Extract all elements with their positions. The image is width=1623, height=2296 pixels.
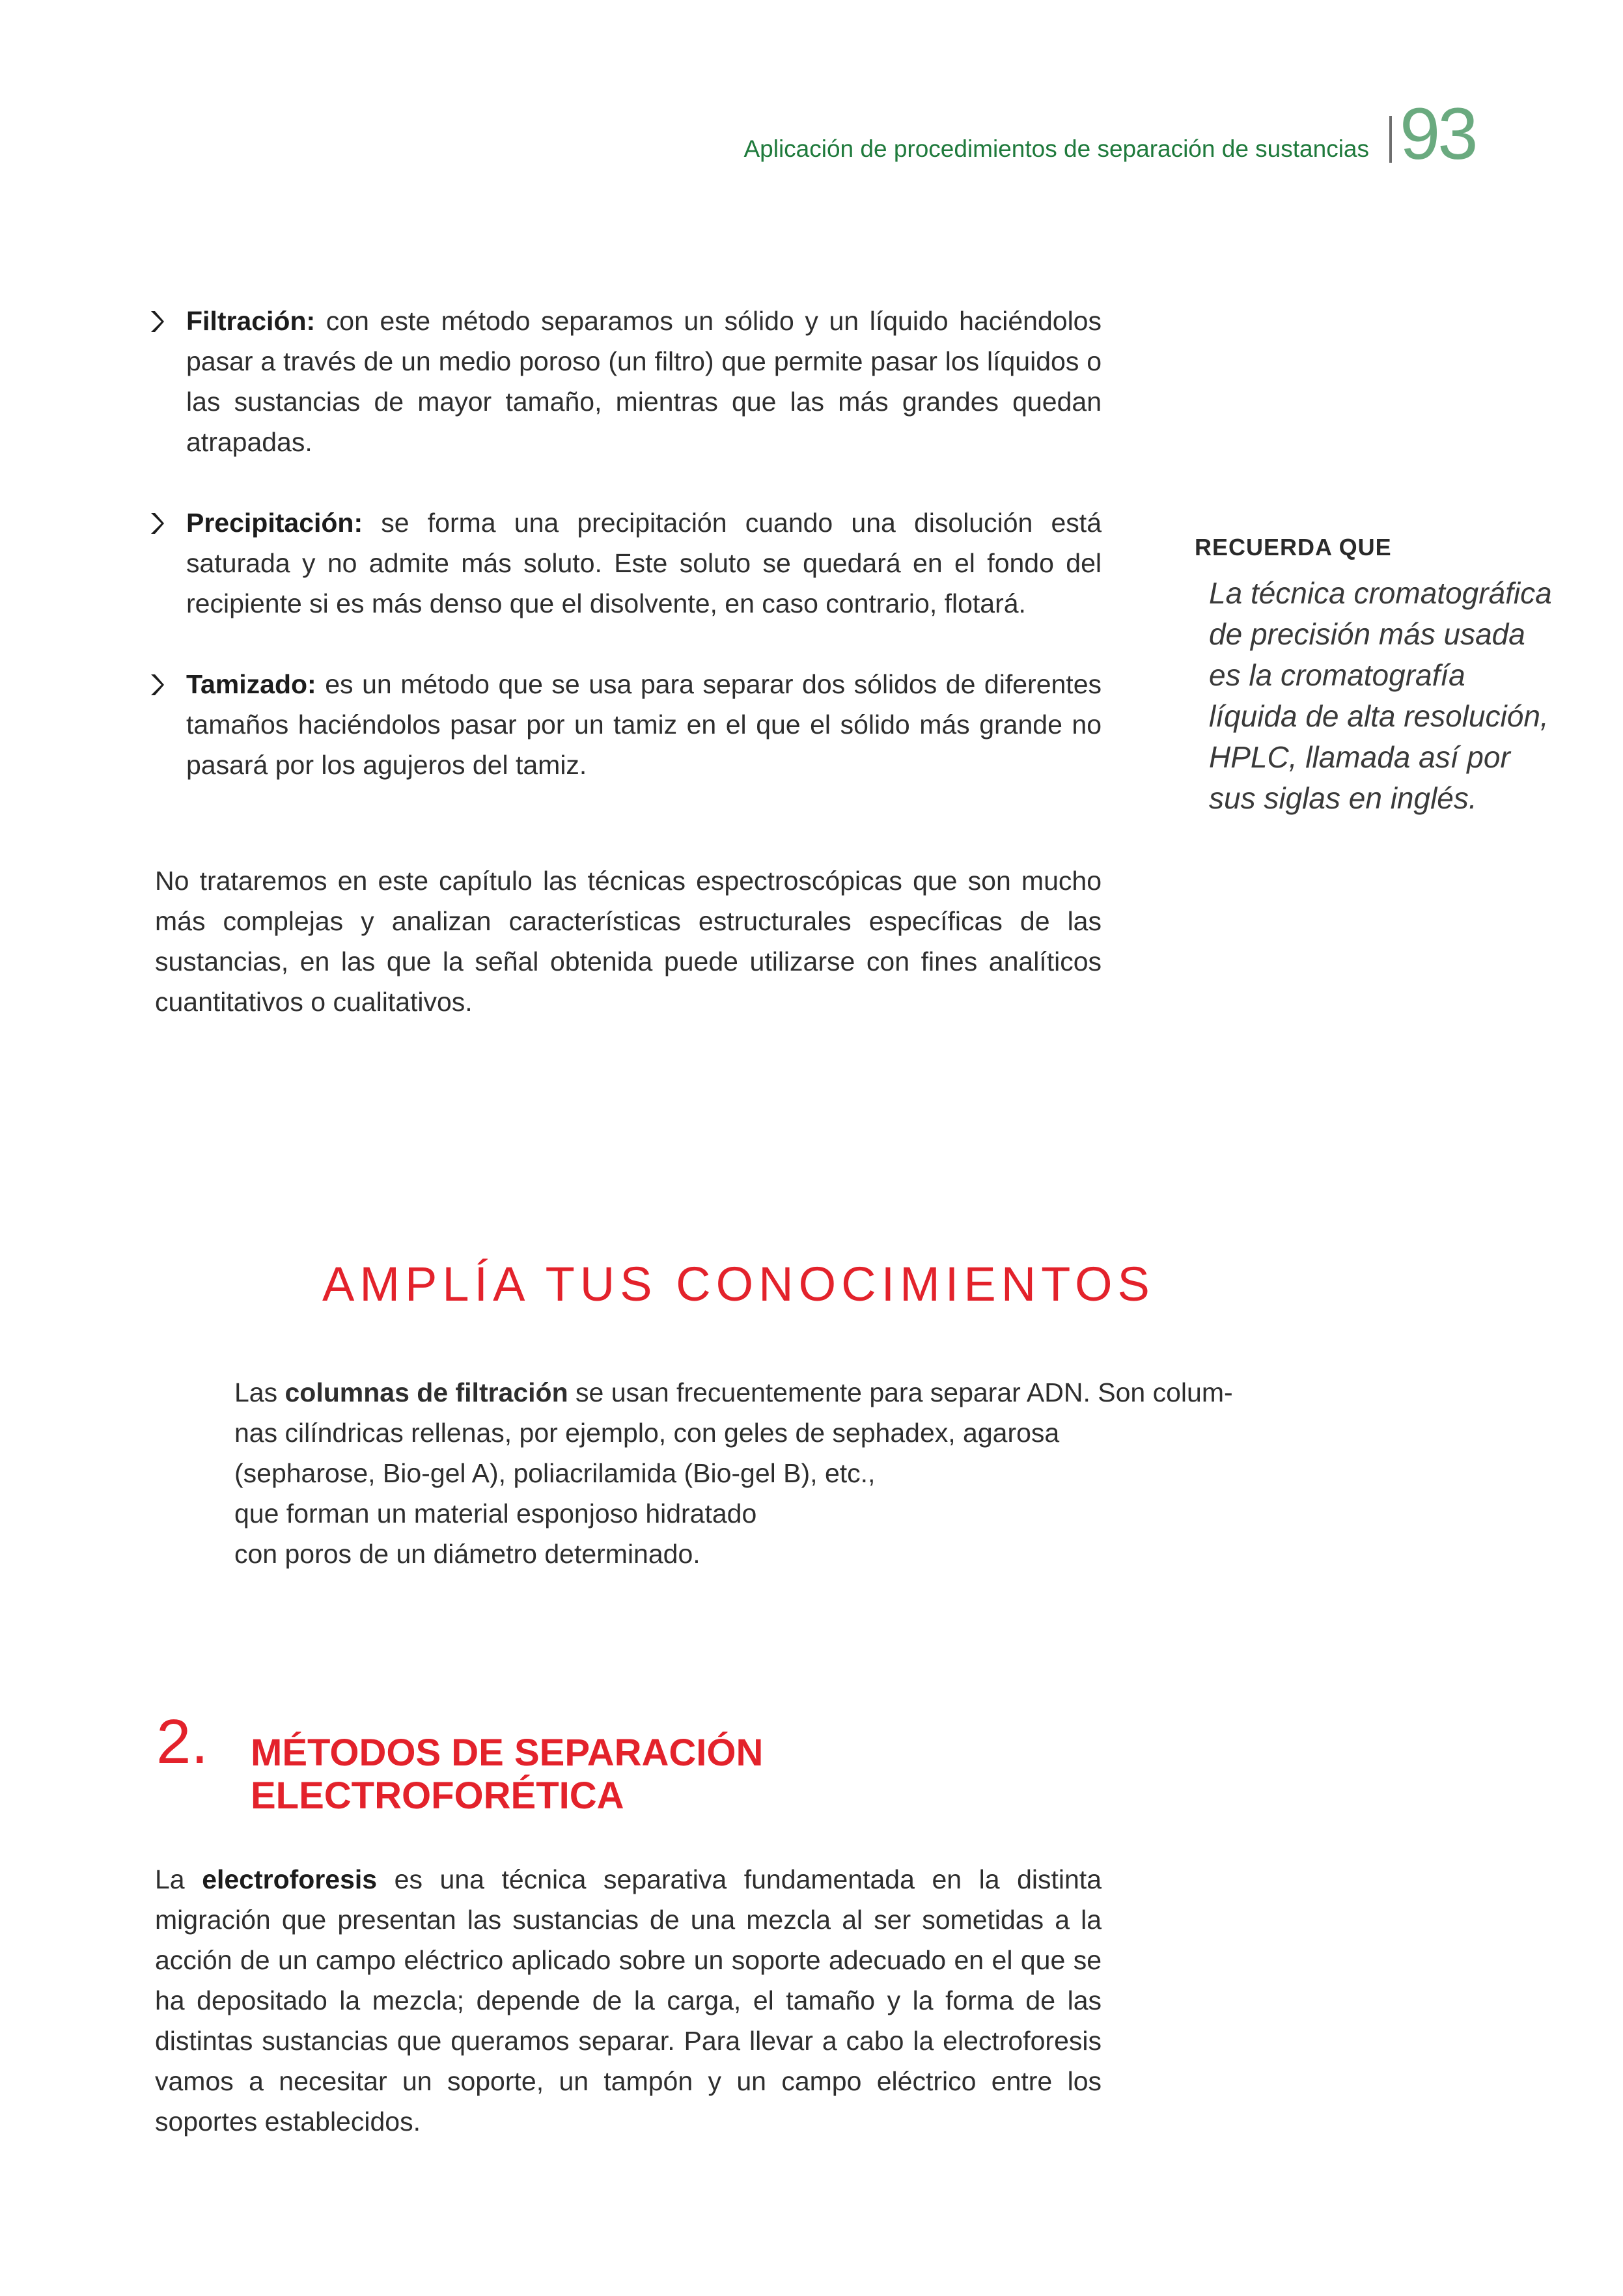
list-item-text	[186, 503, 1102, 624]
amplia-title: AMPLÍA TUS CONOCIMIENTOS	[322, 1257, 1155, 1311]
amplia-line: nas cilíndricas rellenas, por ejemplo, con geles de sephadex, agarosa	[234, 1418, 1060, 1448]
section-title-line: ELECTROFORÉTICA	[251, 1775, 624, 1817]
section-number: 2.	[156, 1707, 209, 1777]
lead-text: Las	[234, 1377, 285, 1407]
term: Precipitación:	[186, 508, 363, 538]
list-item-text	[186, 301, 1102, 462]
chevron-right-icon	[150, 673, 164, 697]
list-item-text	[186, 664, 1102, 785]
amplia-line: (sepharose, Bio-gel A), poliacrilamida (Bio-gel B), etc.,	[234, 1458, 876, 1488]
section-title	[251, 1732, 763, 1818]
term: Filtración:	[186, 306, 316, 336]
definition: es un método que se usa para separar dos sólidos de diferentes tamaños haciéndolos pasar por un tamiz en el que el sólido más grande no pasará por los agujeros del tamiz.	[186, 669, 1102, 780]
chevron-right-icon	[150, 512, 164, 535]
definition: se forma una precipitación cuando una disolución está saturada y no admite más soluto. Este soluto se quedará en el fondo del recipiente si es más denso que el disolvente, en caso contrario, flotará.	[186, 508, 1102, 618]
list-item-precipitacion	[145, 503, 1102, 624]
list-item-filtracion	[145, 301, 1102, 462]
lead-text: La	[155, 1864, 202, 1894]
definition: con este método separamos un sólido y un líquido haciéndolos pasar a través de un medio poroso (un filtro) que permite pasar los líquidos o las sustancias de mayor tamaño, mientras que las más grandes quedan atrapadas.	[186, 306, 1102, 457]
running-header-title: Aplicación de procedimientos de separación de sustancias	[743, 135, 1369, 162]
paragraph-text: es una técnica separativa fundamentada en la distinta migración que presentan las sustancias de una mezcla al ser sometidas a la acción de un campo eléctrico aplicado sobre un soporte adecuado en el que se ha depositado la mezcla; depende de la carga, el tamaño y la forma de las distintas sustancias que queramos separar. Para llevar a cabo la electroforesis vamos a necesitar un soporte, un tampón y un campo eléctrico entre los soportes establecidos.	[155, 1864, 1102, 2137]
electroforesis-paragraph	[155, 1859, 1102, 2142]
amplia-line: que forman un material esponjoso hidratado	[234, 1499, 757, 1528]
sidebar-text: La técnica cromatográfica de precisión más usada es la cromatografía líquida de alta resolución, HPLC, llamada así por sus siglas en inglés.	[1209, 576, 1552, 815]
term: electroforesis	[202, 1864, 378, 1894]
term: columnas de filtración	[284, 1377, 568, 1407]
header-divider	[1389, 116, 1392, 163]
chevron-right-icon	[150, 310, 164, 333]
amplia-line	[234, 1372, 1302, 1413]
spectroscopy-note: No trataremos en este capítulo las técnicas espectroscópicas que son mucho más complejas y analizan características estructurales específicas de las sustancias, en las que la señal obtenida puede utilizarse con fines analíticos cuantitativos o cualitativos.	[155, 866, 1102, 1017]
amplia-line: con poros de un diámetro determinado.	[234, 1539, 701, 1569]
sidebar-heading: RECUERDA QUE	[1195, 534, 1392, 560]
section-title-line: MÉTODOS DE SEPARACIÓN	[251, 1732, 764, 1774]
sidebar-recuerda	[1195, 534, 1559, 819]
line-text: se usan frecuentemente para separar ADN. Son colum-	[568, 1377, 1233, 1407]
method-list	[145, 301, 1102, 825]
page-number: 93	[1400, 93, 1476, 174]
amplia-text	[234, 1372, 1302, 1574]
list-item-tamizado	[145, 664, 1102, 785]
term: Tamizado:	[186, 669, 316, 699]
